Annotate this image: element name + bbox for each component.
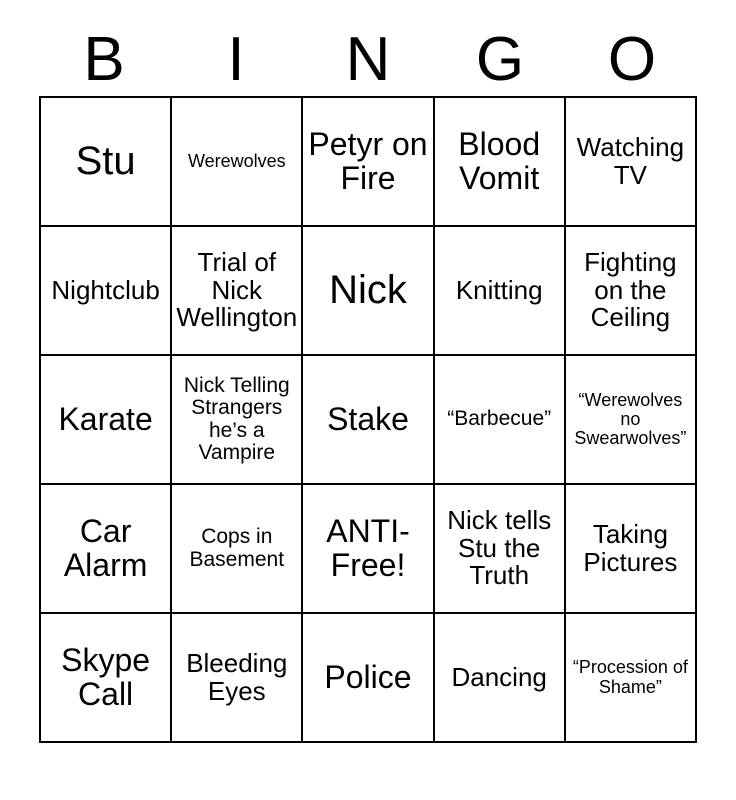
bingo-cell[interactable] — [566, 614, 697, 743]
bingo-cell[interactable] — [172, 614, 303, 743]
bingo-cell-label: Cops in Basement — [189, 525, 285, 571]
bingo-cell[interactable] — [303, 356, 434, 485]
bingo-cell-label: Fighting on the Ceiling — [584, 247, 677, 333]
bingo-cell[interactable] — [435, 485, 566, 614]
bingo-cell-label: Nick tells Stu the Truth — [447, 505, 552, 591]
bingo-cell-label: “Barbecue” — [447, 407, 552, 431]
bingo-cell[interactable] — [41, 227, 172, 356]
bingo-cell-label: “Procession of Shame” — [572, 657, 688, 697]
bingo-cell-label: Knitting — [455, 274, 543, 305]
bingo-cell[interactable] — [435, 356, 566, 485]
bingo-letter-o: O — [607, 25, 657, 94]
bingo-cell[interactable] — [303, 614, 434, 743]
bingo-cell[interactable] — [303, 227, 434, 356]
bingo-header — [39, 18, 697, 96]
bingo-letter-i: I — [227, 25, 245, 94]
bingo-cell-label: Bleeding Eyes — [186, 647, 288, 706]
bingo-cell-label: Taking Pictures — [583, 518, 678, 577]
bingo-cell-label: ANTI-Free! — [326, 512, 410, 583]
bingo-cell-label: Werewolves — [187, 150, 286, 171]
bingo-letter-n: N — [345, 25, 391, 94]
bingo-cell[interactable] — [41, 614, 172, 743]
bingo-cell[interactable] — [435, 227, 566, 356]
bingo-cell[interactable] — [566, 98, 697, 227]
bingo-cell-label: Blood Vomit — [458, 125, 541, 196]
bingo-cell-label: “Werewolves no Swearwolves” — [574, 389, 687, 449]
bingo-cell[interactable] — [41, 485, 172, 614]
bingo-cell[interactable] — [172, 356, 303, 485]
bingo-cell-label: Karate — [58, 400, 153, 437]
bingo-cell-label: Petyr on Fire — [308, 125, 428, 196]
bingo-cell-label: Trial of Nick Wellington — [176, 247, 298, 333]
bingo-cell[interactable] — [435, 98, 566, 227]
bingo-cell-label: Nightclub — [51, 274, 160, 305]
bingo-grid — [39, 96, 697, 743]
bingo-cell-label: Nick Telling Strangers he’s a Vampire — [183, 374, 290, 464]
bingo-cell[interactable] — [172, 98, 303, 227]
bingo-cell[interactable] — [303, 98, 434, 227]
bingo-cell-label: Police — [324, 658, 412, 695]
bingo-cell-label: Stake — [327, 400, 409, 437]
bingo-cell-label: Watching TV — [576, 131, 685, 190]
bingo-letter-g: G — [475, 25, 525, 94]
bingo-cell[interactable] — [41, 356, 172, 485]
bingo-cell[interactable] — [435, 614, 566, 743]
bingo-letter-b: B — [83, 25, 125, 94]
bingo-cell[interactable] — [41, 98, 172, 227]
bingo-cell-label: Nick — [329, 268, 407, 313]
bingo-cell-label: Stu — [75, 139, 136, 184]
bingo-cell[interactable] — [566, 356, 697, 485]
bingo-cell-label: Car Alarm — [63, 512, 148, 583]
bingo-cell-label: Skype Call — [61, 641, 151, 712]
bingo-cell[interactable] — [566, 227, 697, 356]
bingo-cell[interactable] — [566, 485, 697, 614]
bingo-cell[interactable] — [172, 485, 303, 614]
bingo-cell[interactable] — [172, 227, 303, 356]
bingo-cell[interactable] — [303, 485, 434, 614]
bingo-cell-label: Dancing — [451, 661, 547, 692]
